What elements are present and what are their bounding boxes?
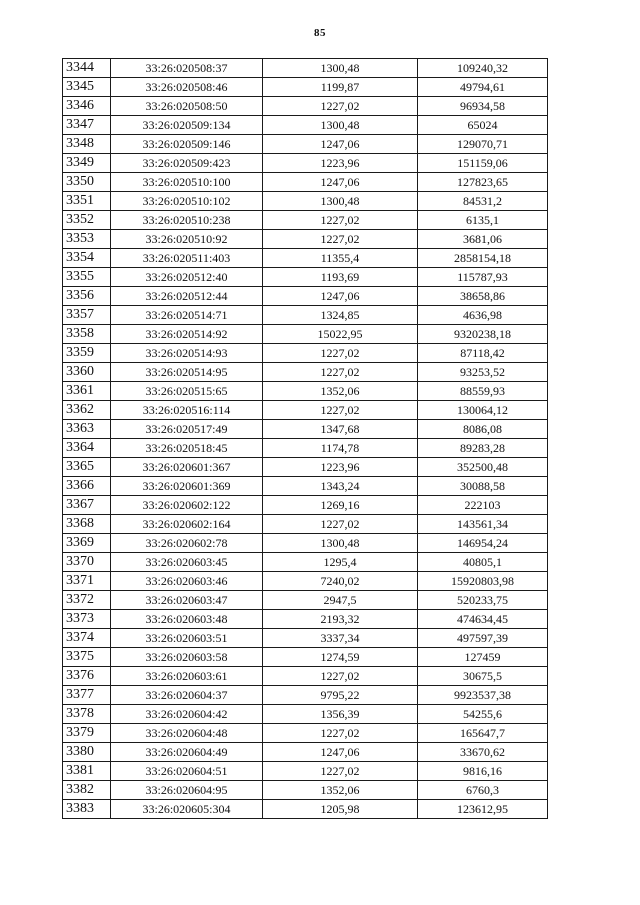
table-row [63,686,548,705]
area-value: 3337,34 [263,629,418,648]
area-value: 1352,06 [263,781,418,800]
area-value: 1300,48 [263,59,418,78]
cadastral-number: 33:26:020602:78 [111,534,263,553]
area-value: 1227,02 [263,230,418,249]
cadastral-number: 33:26:020603:61 [111,667,263,686]
area-value: 1247,06 [263,173,418,192]
cadastral-number: 33:26:020602:122 [111,496,263,515]
table-row [63,287,548,306]
cadastral-number: 33:26:020604:49 [111,743,263,762]
cadastral-number: 33:26:020603:51 [111,629,263,648]
table-row [63,192,548,211]
cadastral-value: 143561,34 [418,515,548,534]
cadastral-value: 87118,42 [418,344,548,363]
area-value: 1199,87 [263,78,418,97]
area-value: 1227,02 [263,211,418,230]
cadastral-number: 33:26:020512:44 [111,287,263,306]
cadastral-number: 33:26:020509:146 [111,135,263,154]
cadastral-number: 33:26:020508:46 [111,78,263,97]
cadastral-value: 84531,2 [418,192,548,211]
row-number: 3348 [63,135,111,154]
table-row [63,401,548,420]
row-number: 3382 [63,781,111,800]
cadastral-value: 109240,32 [418,59,548,78]
table-row [63,743,548,762]
cadastral-value: 88559,93 [418,382,548,401]
cadastral-value: 3681,06 [418,230,548,249]
cadastral-value: 127459 [418,648,548,667]
cadastral-number: 33:26:020604:42 [111,705,263,724]
row-number: 3365 [63,458,111,477]
cadastral-number: 33:26:020514:92 [111,325,263,344]
table-row [63,116,548,135]
cadastral-number: 33:26:020601:369 [111,477,263,496]
cadastral-number: 33:26:020604:37 [111,686,263,705]
table-row [63,344,548,363]
area-value: 1227,02 [263,97,418,116]
cadastral-value: 9923537,38 [418,686,548,705]
cadastral-value: 6135,1 [418,211,548,230]
area-value: 2193,32 [263,610,418,629]
table-row [63,800,548,819]
cadastral-value: 520233,75 [418,591,548,610]
table-row [63,553,548,572]
area-value: 7240,02 [263,572,418,591]
row-number: 3351 [63,192,111,211]
area-value: 1300,48 [263,116,418,135]
table-row [63,762,548,781]
table-row [63,325,548,344]
table-row [63,249,548,268]
area-value: 1247,06 [263,743,418,762]
table-row [63,629,548,648]
row-number: 3345 [63,78,111,97]
row-number: 3350 [63,173,111,192]
row-number: 3383 [63,800,111,819]
row-number: 3381 [63,762,111,781]
cadastral-value: 65024 [418,116,548,135]
cadastral-value: 96934,58 [418,97,548,116]
row-number: 3374 [63,629,111,648]
cadastral-number: 33:26:020603:58 [111,648,263,667]
row-number: 3359 [63,344,111,363]
area-value: 1193,69 [263,268,418,287]
row-number: 3358 [63,325,111,344]
table-row [63,363,548,382]
cadastral-registry-table [62,58,548,819]
area-value: 2947,5 [263,591,418,610]
area-value: 1223,96 [263,458,418,477]
cadastral-number: 33:26:020602:164 [111,515,263,534]
cadastral-value: 38658,86 [418,287,548,306]
row-number: 3372 [63,591,111,610]
row-number: 3346 [63,97,111,116]
cadastral-value: 8086,08 [418,420,548,439]
area-value: 1352,06 [263,382,418,401]
cadastral-number: 33:26:020509:134 [111,116,263,135]
cadastral-number: 33:26:020514:71 [111,306,263,325]
cadastral-value: 497597,39 [418,629,548,648]
cadastral-number: 33:26:020510:238 [111,211,263,230]
cadastral-value: 151159,06 [418,154,548,173]
cadastral-value: 30675,5 [418,667,548,686]
cadastral-number: 33:26:020601:367 [111,458,263,477]
table-row [63,59,548,78]
cadastral-value: 49794,61 [418,78,548,97]
table-row [63,439,548,458]
cadastral-value: 93253,52 [418,363,548,382]
row-number: 3356 [63,287,111,306]
row-number: 3369 [63,534,111,553]
area-value: 1223,96 [263,154,418,173]
cadastral-number: 33:26:020517:49 [111,420,263,439]
cadastral-value: 15920803,98 [418,572,548,591]
cadastral-value: 54255,6 [418,705,548,724]
row-number: 3352 [63,211,111,230]
table-row [63,97,548,116]
cadastral-number: 33:26:020603:47 [111,591,263,610]
area-value: 1356,39 [263,705,418,724]
table-row [63,724,548,743]
cadastral-number: 33:26:020512:40 [111,268,263,287]
area-value: 1227,02 [263,667,418,686]
cadastral-value: 115787,93 [418,268,548,287]
table-row [63,496,548,515]
row-number: 3360 [63,363,111,382]
area-value: 1227,02 [263,762,418,781]
area-value: 1227,02 [263,515,418,534]
table-row [63,781,548,800]
area-value: 1343,24 [263,477,418,496]
cadastral-number: 33:26:020514:95 [111,363,263,382]
cadastral-number: 33:26:020604:51 [111,762,263,781]
table-row [63,230,548,249]
area-value: 1274,59 [263,648,418,667]
table-row [63,268,548,287]
row-number: 3354 [63,249,111,268]
cadastral-value: 146954,24 [418,534,548,553]
registry-table-body [63,59,548,819]
row-number: 3357 [63,306,111,325]
row-number: 3347 [63,116,111,135]
cadastral-value: 9816,16 [418,762,548,781]
row-number: 3375 [63,648,111,667]
area-value: 1300,48 [263,534,418,553]
area-value: 1227,02 [263,363,418,382]
table-row [63,477,548,496]
row-number: 3366 [63,477,111,496]
table-row [63,534,548,553]
table-row [63,610,548,629]
row-number: 3373 [63,610,111,629]
row-number: 3355 [63,268,111,287]
row-number: 3344 [63,59,111,78]
area-value: 1174,78 [263,439,418,458]
table-row [63,705,548,724]
cadastral-number: 33:26:020508:50 [111,97,263,116]
cadastral-number: 33:26:020605:304 [111,800,263,819]
table-row [63,306,548,325]
cadastral-number: 33:26:020515:65 [111,382,263,401]
cadastral-value: 352500,48 [418,458,548,477]
cadastral-value: 4636,98 [418,306,548,325]
table-row [63,382,548,401]
cadastral-value: 2858154,18 [418,249,548,268]
cadastral-value: 474634,45 [418,610,548,629]
table-row [63,78,548,97]
cadastral-number: 33:26:020510:100 [111,173,263,192]
cadastral-number: 33:26:020510:92 [111,230,263,249]
area-value: 1205,98 [263,800,418,819]
cadastral-value: 129070,71 [418,135,548,154]
cadastral-value: 30088,58 [418,477,548,496]
row-number: 3371 [63,572,111,591]
table-row [63,572,548,591]
page-number: 85 [314,27,326,39]
cadastral-number: 33:26:020603:45 [111,553,263,572]
row-number: 3376 [63,667,111,686]
cadastral-value: 222103 [418,496,548,515]
table-row [63,667,548,686]
cadastral-number: 33:26:020508:37 [111,59,263,78]
cadastral-value: 165647,7 [418,724,548,743]
area-value: 1227,02 [263,724,418,743]
cadastral-number: 33:26:020511:403 [111,249,263,268]
row-number: 3378 [63,705,111,724]
table-row [63,420,548,439]
row-number: 3370 [63,553,111,572]
cadastral-value: 6760,3 [418,781,548,800]
cadastral-value: 130064,12 [418,401,548,420]
cadastral-number: 33:26:020603:48 [111,610,263,629]
row-number: 3363 [63,420,111,439]
table-row [63,135,548,154]
table-row [63,154,548,173]
cadastral-number: 33:26:020509:423 [111,154,263,173]
area-value: 1227,02 [263,401,418,420]
cadastral-number: 33:26:020514:93 [111,344,263,363]
area-value: 1227,02 [263,344,418,363]
row-number: 3368 [63,515,111,534]
table-row [63,648,548,667]
cadastral-number: 33:26:020604:95 [111,781,263,800]
area-value: 1269,16 [263,496,418,515]
cadastral-number: 33:26:020604:48 [111,724,263,743]
row-number: 3377 [63,686,111,705]
row-number: 3364 [63,439,111,458]
row-number: 3362 [63,401,111,420]
cadastral-value: 89283,28 [418,439,548,458]
cadastral-number: 33:26:020603:46 [111,572,263,591]
area-value: 15022,95 [263,325,418,344]
table-row [63,173,548,192]
cadastral-value: 33670,62 [418,743,548,762]
cadastral-number: 33:26:020516:114 [111,401,263,420]
cadastral-number: 33:26:020510:102 [111,192,263,211]
table-row [63,591,548,610]
table-row [63,211,548,230]
table-row [63,458,548,477]
area-value: 1324,85 [263,306,418,325]
area-value: 1247,06 [263,135,418,154]
area-value: 1300,48 [263,192,418,211]
cadastral-value: 123612,95 [418,800,548,819]
area-value: 1247,06 [263,287,418,306]
row-number: 3361 [63,382,111,401]
area-value: 9795,22 [263,686,418,705]
area-value: 1295,4 [263,553,418,572]
row-number: 3380 [63,743,111,762]
row-number: 3367 [63,496,111,515]
row-number: 3349 [63,154,111,173]
cadastral-value: 40805,1 [418,553,548,572]
cadastral-value: 127823,65 [418,173,548,192]
row-number: 3379 [63,724,111,743]
area-value: 11355,4 [263,249,418,268]
table-row [63,515,548,534]
cadastral-number: 33:26:020518:45 [111,439,263,458]
row-number: 3353 [63,230,111,249]
area-value: 1347,68 [263,420,418,439]
cadastral-value: 9320238,18 [418,325,548,344]
